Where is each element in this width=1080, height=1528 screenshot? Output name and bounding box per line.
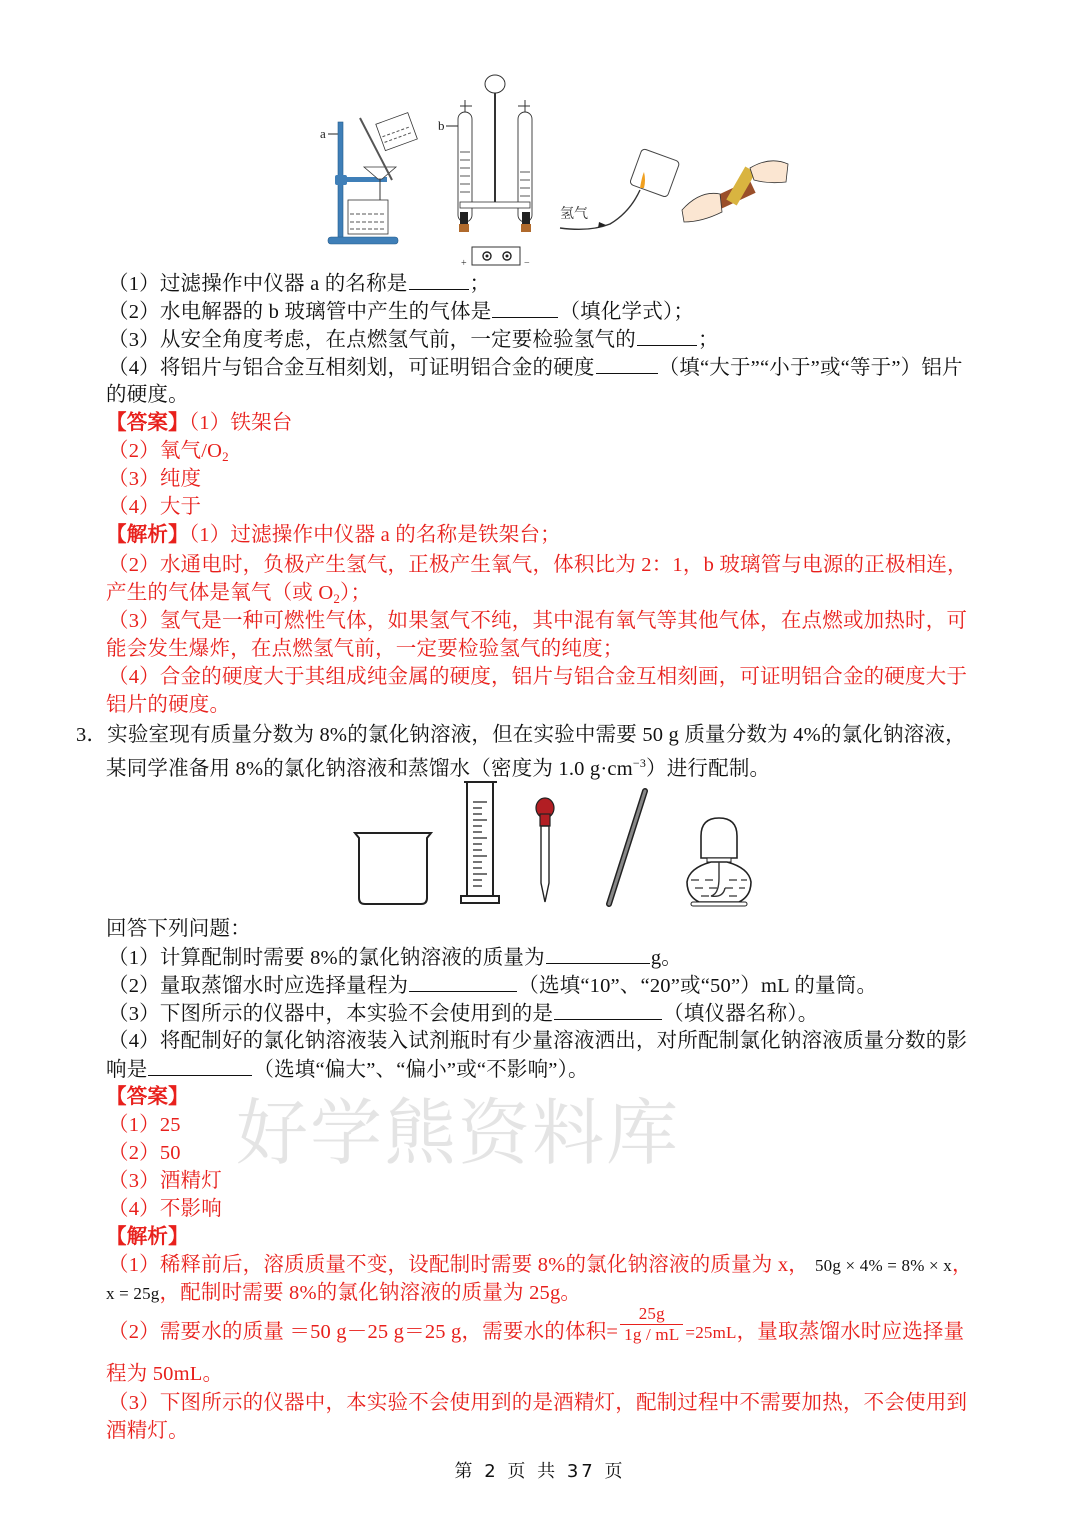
- q3-analysis-2b: 程为 50mL。: [106, 1363, 224, 1385]
- q3-answer-2: （2）50: [108, 1142, 181, 1164]
- q3-sub1: （1）计算配制时需要 8%的氯化钠溶液的质量为 g。: [108, 943, 682, 972]
- q2-analysis-1: 【解析】（1）过滤操作中仪器 a 的名称是铁架台；: [106, 524, 561, 546]
- q3-sub4b: 响是 （选填“偏大”、“偏小”或“不影响”）。: [106, 1055, 589, 1084]
- q3-prompt: 回答下列问题：: [106, 918, 251, 940]
- equation: 50g × 4% = 8% × x: [814, 1256, 952, 1275]
- q3-sub4a: （4）将配制好的氯化钠溶液装入试剂瓶时有少量溶液洒出，对所配制氯化钠溶液质量分数的影: [108, 1030, 968, 1052]
- graduated-cylinder-icon: [461, 782, 499, 903]
- equation: x = 25g: [106, 1284, 160, 1303]
- page-footer: 第 2 页 共 37 页: [454, 1461, 626, 1482]
- alloy-scratch-icon: [682, 161, 788, 222]
- q2-analysis-2b: 产生的气体是氧气（或 $O_2$）；: [106, 582, 372, 606]
- q2-sub3: （3）从安全角度考虑，在点燃氢气前，一定要检验氢气的 ；: [108, 325, 719, 354]
- q2-analysis-4a: （4）合金的硬度大于其组成纯金属的硬度，铝片与铝合金互相刻画，可证明铝合金的硬度大于: [108, 666, 968, 688]
- answer-tag: 【答案】: [106, 412, 189, 434]
- answer-blank[interactable]: [409, 269, 469, 290]
- answer-blank[interactable]: [637, 325, 697, 346]
- q3-stem-1: 3．实验室现有质量分数为 8%的氯化钠溶液，但在实验中需要 50 g 质量分数为 4%的氯化钠溶液，: [76, 724, 966, 746]
- label-hydrogen: 氢气: [560, 206, 588, 222]
- q2-analysis-4b: 铝片的硬度。: [106, 694, 231, 716]
- top-experiment-figure: [310, 72, 800, 267]
- answer-blank[interactable]: [492, 297, 558, 318]
- question-number: 3．: [76, 724, 108, 746]
- q2-answer-line1: 【答案】（1）铁架台: [106, 412, 293, 434]
- glass-rod-icon: [609, 791, 645, 904]
- answer-blank[interactable]: [554, 999, 662, 1020]
- beaker-icon: [355, 833, 431, 904]
- q3-analysis-tag: 【解析】: [106, 1226, 189, 1248]
- answer-blank[interactable]: [596, 353, 658, 374]
- watermark: 好学熊资料库: [236, 1091, 681, 1175]
- fraction: $\frac{25g}{1g / mL}$: [620, 1304, 683, 1345]
- alcohol-lamp-icon: [687, 818, 751, 906]
- q3-sub2: （2）量取蒸馏水时应选择量程为 （选填“10”、“20”或“50”）mL 的量筒。: [108, 971, 877, 1000]
- label-b: b: [438, 118, 445, 133]
- label-plus: +: [461, 258, 467, 267]
- q3-answer-4: （4）不影响: [108, 1198, 222, 1220]
- analysis-tag: 【解析】: [106, 524, 189, 546]
- water-electrolyzer-icon: [438, 75, 532, 267]
- q3-analysis-1b: x = 25g，配制时需要 8%的氯化钠溶液的质量为 25g。: [106, 1282, 582, 1304]
- answer-blank[interactable]: [148, 1055, 252, 1076]
- label-minus: −: [524, 258, 530, 267]
- q3-analysis-3b: 酒精灯。: [106, 1420, 189, 1442]
- hydrogen-burning-icon: [560, 148, 680, 229]
- q2-answer-4: （4）大于: [108, 496, 202, 518]
- q2-sub2: （2）水电解器的 b 玻璃管中产生的气体是 （填化学式）；: [108, 297, 694, 326]
- q3-stem-2: 某同学准备用 8%的氯化钠溶液和蒸馏水（密度为 1.0 $g\cdot cm^{-3}$）进行配制。: [106, 756, 771, 780]
- q3-sub3: （3）下图所示的仪器中，本实验不会使用到的是 （填仪器名称）。: [108, 999, 819, 1028]
- q3-answer-tag: 【答案】: [106, 1086, 189, 1108]
- q2-analysis-2a: （2）水通电时，负极产生氢气，正极产生氧气，体积比为 2：1，b 玻璃管与电源的正极相连，: [108, 554, 968, 576]
- answer-blank[interactable]: [546, 943, 650, 964]
- lab-instruments-figure: [345, 778, 765, 908]
- q2-sub4: （4）将铝片与铝合金互相刻划，可证明铝合金的硬度 （填“大于”“小于”或“等于”）铝片: [108, 353, 963, 382]
- q2-analysis-3a: （3）氢气是一种可燃性气体，如果氢气不纯，其中混有氧气等其他气体，在点燃或加热时，可: [108, 610, 968, 632]
- q2-sub4-cont: 的硬度。: [106, 384, 189, 406]
- q3-answer-3: （3）酒精灯: [108, 1170, 222, 1192]
- q2-sub1: （1）过滤操作中仪器 a 的名称是 ；: [108, 269, 490, 298]
- q2-analysis-3b: 能会发生爆炸，在点燃氢气前，一定要检验氢气的纯度；: [106, 638, 624, 660]
- q3-analysis-3a: （3）下图所示的仪器中，本实验不会使用到的是酒精灯，配制过程中不需要加热，不会使用到: [108, 1392, 968, 1414]
- q3-answer-1: （1）25: [108, 1114, 181, 1136]
- label-a: a: [320, 126, 326, 141]
- q2-answer-3: （3）纯度: [108, 468, 202, 490]
- answer-blank[interactable]: [409, 971, 517, 992]
- q3-analysis-1a: （1）稀释前后，溶质质量不变，设配制时需要 8%的氯化钠溶液的质量为 x， 50g × 4% = 8% × x，: [108, 1254, 973, 1276]
- q2-answer-2: （2）氧气$/O_2$: [108, 440, 229, 464]
- filtration-apparatus-icon: [320, 113, 417, 244]
- q3-analysis-2a: （2）需要水的质量 ＝50 g－25 g＝25 g，需要水的体积= $\frac{25g}{1g / mL}$ =25mL，量取蒸馏水时应选择量: [108, 1303, 965, 1344]
- dropper-icon: [536, 798, 554, 902]
